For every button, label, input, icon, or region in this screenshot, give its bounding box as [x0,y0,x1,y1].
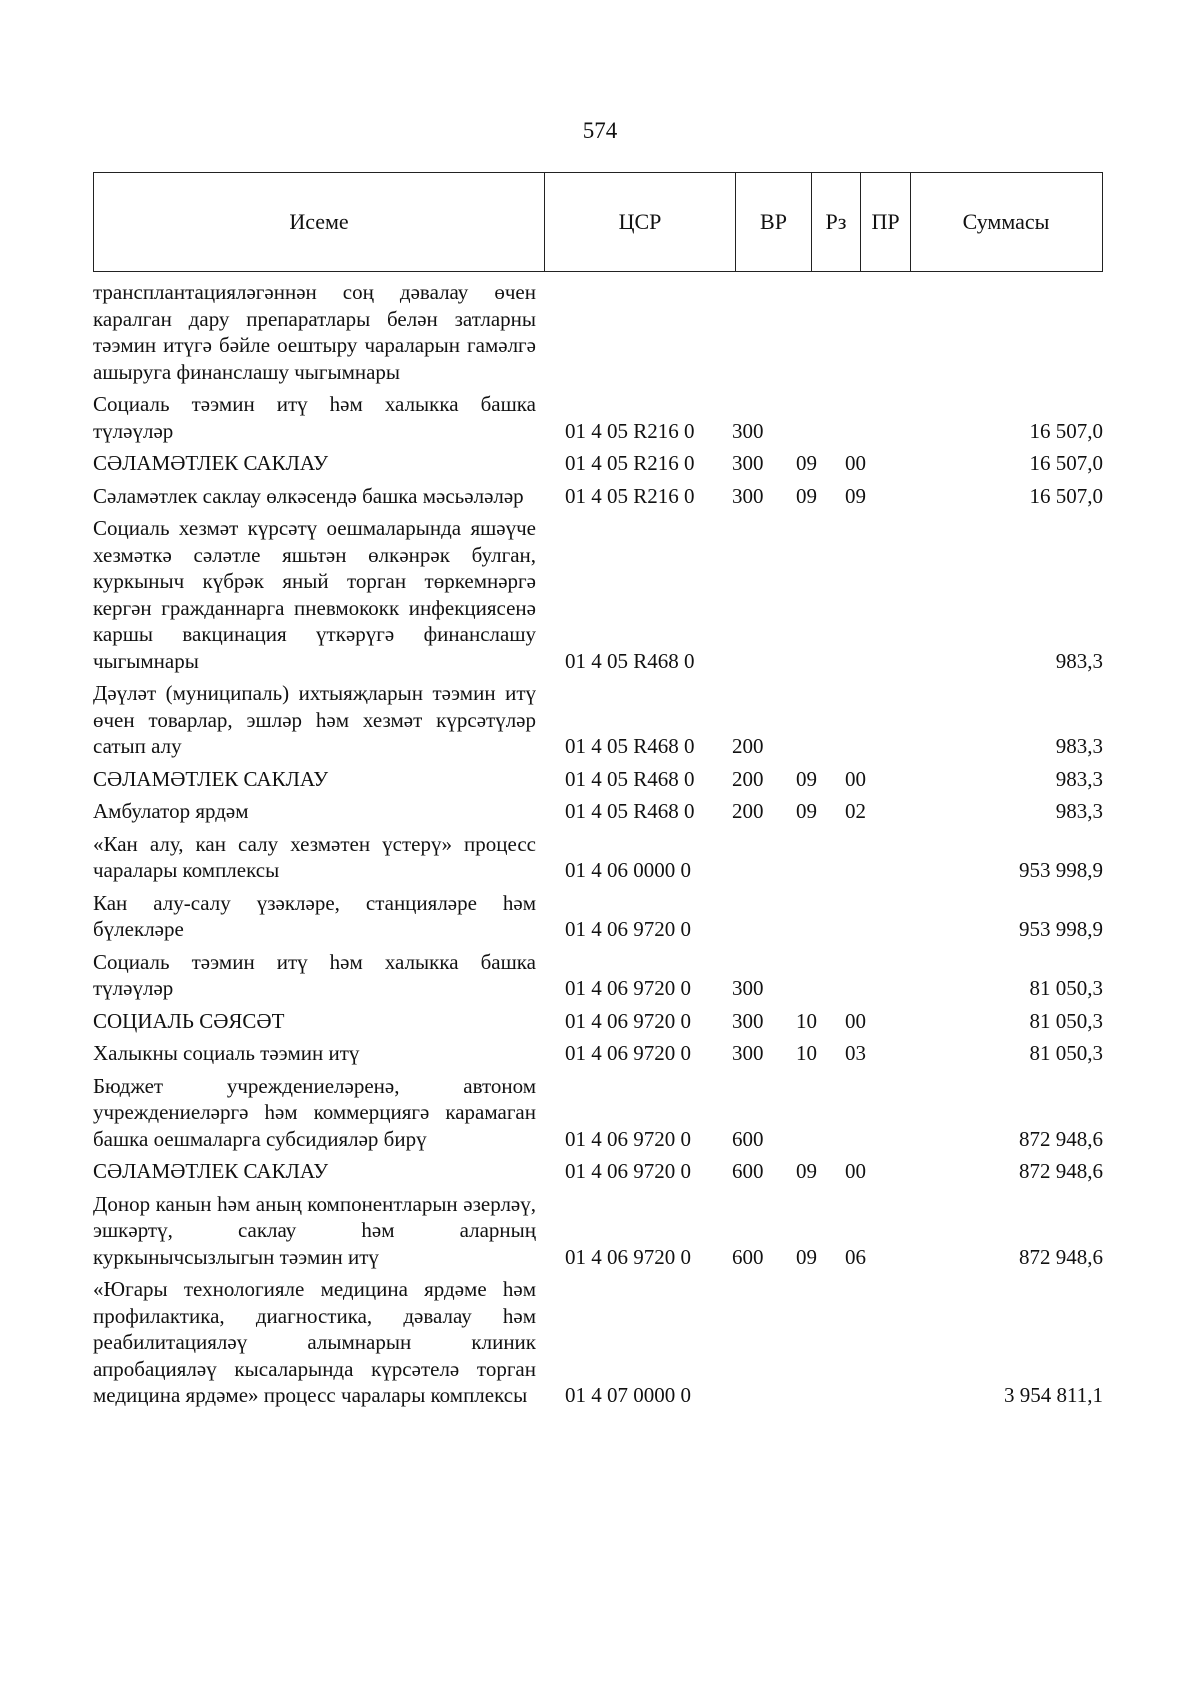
row-csr: 01 4 05 R216 0 [565,418,695,443]
row-sum: 983,3 [1055,766,1103,791]
row-pr: 00 [845,451,866,475]
row-name: Кан алу-салу үзәкләре, станцияләре һәм бүлекләре [93,890,536,941]
table-row [93,798,1103,825]
table-row [93,766,1103,793]
row-csr: 01 4 05 R216 0 [565,483,695,508]
row-vr: 200 [732,734,764,758]
row-sum: 3 954 811,1 [1004,1383,1103,1407]
row-vr: 600 [732,1126,764,1151]
row-pr: 00 [845,1159,866,1183]
page-number: 574 [582,118,618,143]
row-csr: 01 4 06 9720 0 [565,1126,691,1151]
row-sum: 983,3 [1055,734,1103,758]
row-pr: 09 [845,483,866,508]
row-name: трансплантацияләгәннән соң дәвалау өчен каралган дару препаратлары белән затларны тәэмин итүгә бәйле оештыру чараларын гамәлгә ашыруга финанслашу чыгымнары [93,280,536,384]
row-rz: 09 [796,766,817,791]
row-pr: 03 [845,1041,866,1065]
row-sum: 16 507,0 [1029,418,1103,443]
row-name: Бюджет учреждениеләренә, автоном учреждениеләргә һәм коммерциягә карамаган башка оешмаларга субсидияләр бирү [93,1073,536,1151]
row-vr: 600 [732,1159,764,1183]
row-vr: 300 [732,418,764,443]
table-row [93,1073,1103,1153]
row-sum: 81 050,3 [1029,976,1103,1000]
row-name: «Кан алу, кан салу хезмәтен үстерү» процесс чаралары комплексы [93,831,536,882]
row-sum: 872 948,6 [1019,1126,1103,1151]
row-csr: 01 4 05 R468 0 [565,799,695,823]
row-vr: 300 [732,1041,764,1065]
row-name: «Югары технологияле медицина ярдәме һәм профилактика, диагностика, дәвалау һәм реабилитацияләү алымнарын клиник апробацияләү кысаларында күрсәтелә торган медицина ярдәме» процесс чаралары комплексы [93,1277,536,1407]
row-csr: 01 4 06 9720 0 [565,976,691,1000]
table-row [93,483,1103,510]
row-name: СӘЛАМӘТЛЕК САКЛАУ [93,1159,329,1183]
row-name: Социаль тәэмин итү һәм халыкка башка түләүләр [93,949,536,1000]
row-rz: 10 [796,1008,817,1033]
row-rz: 10 [796,1041,817,1065]
row-vr: 600 [732,1244,764,1269]
row-name: СӘЛАМӘТЛЕК САКЛАУ [93,451,329,475]
row-vr: 200 [732,799,764,823]
column-header-vr: ВР [736,173,812,271]
row-csr: 01 4 07 0000 0 [565,1383,691,1407]
row-sum: 16 507,0 [1029,451,1103,475]
row-name: СӘЛАМӘТЛЕК САКЛАУ [93,766,329,791]
table-row [93,1158,1103,1185]
row-name: Социаль хезмәт күрсәтү оешмаларында яшәүче хезмәткә сәләтле яшьтән өлкәнрәк булган, куркыныч күбрәк яный торган төркемнәргә кергән гражданнарга пневмококк инфекциясенә каршы вакцинация үткәрүгә финанслашу чыгымнары [93,516,536,673]
row-name: СОЦИАЛЬ СӘЯСӘТ [93,1008,285,1033]
row-name: Сәламәтлек саклау өлкәсендә башка мәсьәләләр [93,483,524,508]
table-row [93,831,1103,884]
row-csr: 01 4 06 9720 0 [565,917,691,941]
table-row [93,949,1103,1002]
row-vr: 300 [732,976,764,1000]
column-header-pr: ПР [861,173,911,271]
row-csr: 01 4 06 9720 0 [565,1041,691,1065]
column-header-name: Исеме [94,173,545,271]
row-rz: 09 [796,1159,817,1183]
row-rz: 09 [796,1244,817,1269]
column-header-csr: ЦСР [545,173,736,271]
row-name: Дәүләт (муниципаль) ихтыяҗларын тәэмин итү өчен товарлар, эшләр һәм хезмәт күрсәтүләр сатып алу [93,681,536,758]
table-row [93,515,1103,674]
row-sum: 872 948,6 [1019,1244,1103,1269]
row-pr: 02 [845,799,866,823]
row-vr: 300 [732,1008,764,1033]
row-rz: 09 [796,483,817,508]
table-row [93,391,1103,444]
row-vr: 200 [732,766,764,791]
row-sum: 81 050,3 [1029,1041,1103,1065]
table-row [93,279,1103,385]
row-csr: 01 4 05 R468 0 [565,734,695,758]
table-row [93,1008,1103,1035]
table-row [93,450,1103,477]
row-name: Халыкны социаль тәэмин итү [93,1041,360,1065]
row-pr: 06 [845,1244,866,1269]
row-pr: 00 [845,1008,866,1033]
row-pr: 00 [845,766,866,791]
row-name: Донор канын һәм аның компонентларын әзерләү, эшкәртү, саклау һәм аларның куркынычсызлыгын тәэмин итү [93,1191,536,1269]
table-row [93,1276,1103,1409]
table-row [93,680,1103,760]
row-csr: 01 4 06 9720 0 [565,1244,691,1269]
row-sum: 983,3 [1055,799,1103,823]
row-sum: 983,3 [1055,648,1103,673]
row-csr: 01 4 06 9720 0 [565,1008,691,1033]
row-rz: 09 [796,451,817,475]
table-row [93,1191,1103,1271]
row-name: Амбулатор ярдәм [93,799,249,823]
row-sum: 81 050,3 [1029,1008,1103,1033]
row-csr: 01 4 05 R468 0 [565,648,695,673]
row-sum: 16 507,0 [1029,483,1103,508]
table-row [93,890,1103,943]
row-csr: 01 4 06 0000 0 [565,858,691,882]
row-sum: 953 998,9 [1019,917,1103,941]
column-header-rz: Рз [812,173,861,271]
row-sum: 953 998,9 [1019,858,1103,882]
row-vr: 300 [732,451,764,475]
table-row [93,1040,1103,1067]
row-csr: 01 4 05 R216 0 [565,451,695,475]
row-sum: 872 948,6 [1019,1159,1103,1183]
row-rz: 09 [796,799,817,823]
table-header [93,172,1103,272]
table-body [93,279,1103,1415]
row-name: Социаль тәэмин итү һәм халыкка башка түләүләр [93,392,536,443]
row-vr: 300 [732,483,764,508]
row-csr: 01 4 05 R468 0 [565,766,695,791]
row-csr: 01 4 06 9720 0 [565,1159,691,1183]
column-header-sum: Суммасы [962,209,1050,234]
